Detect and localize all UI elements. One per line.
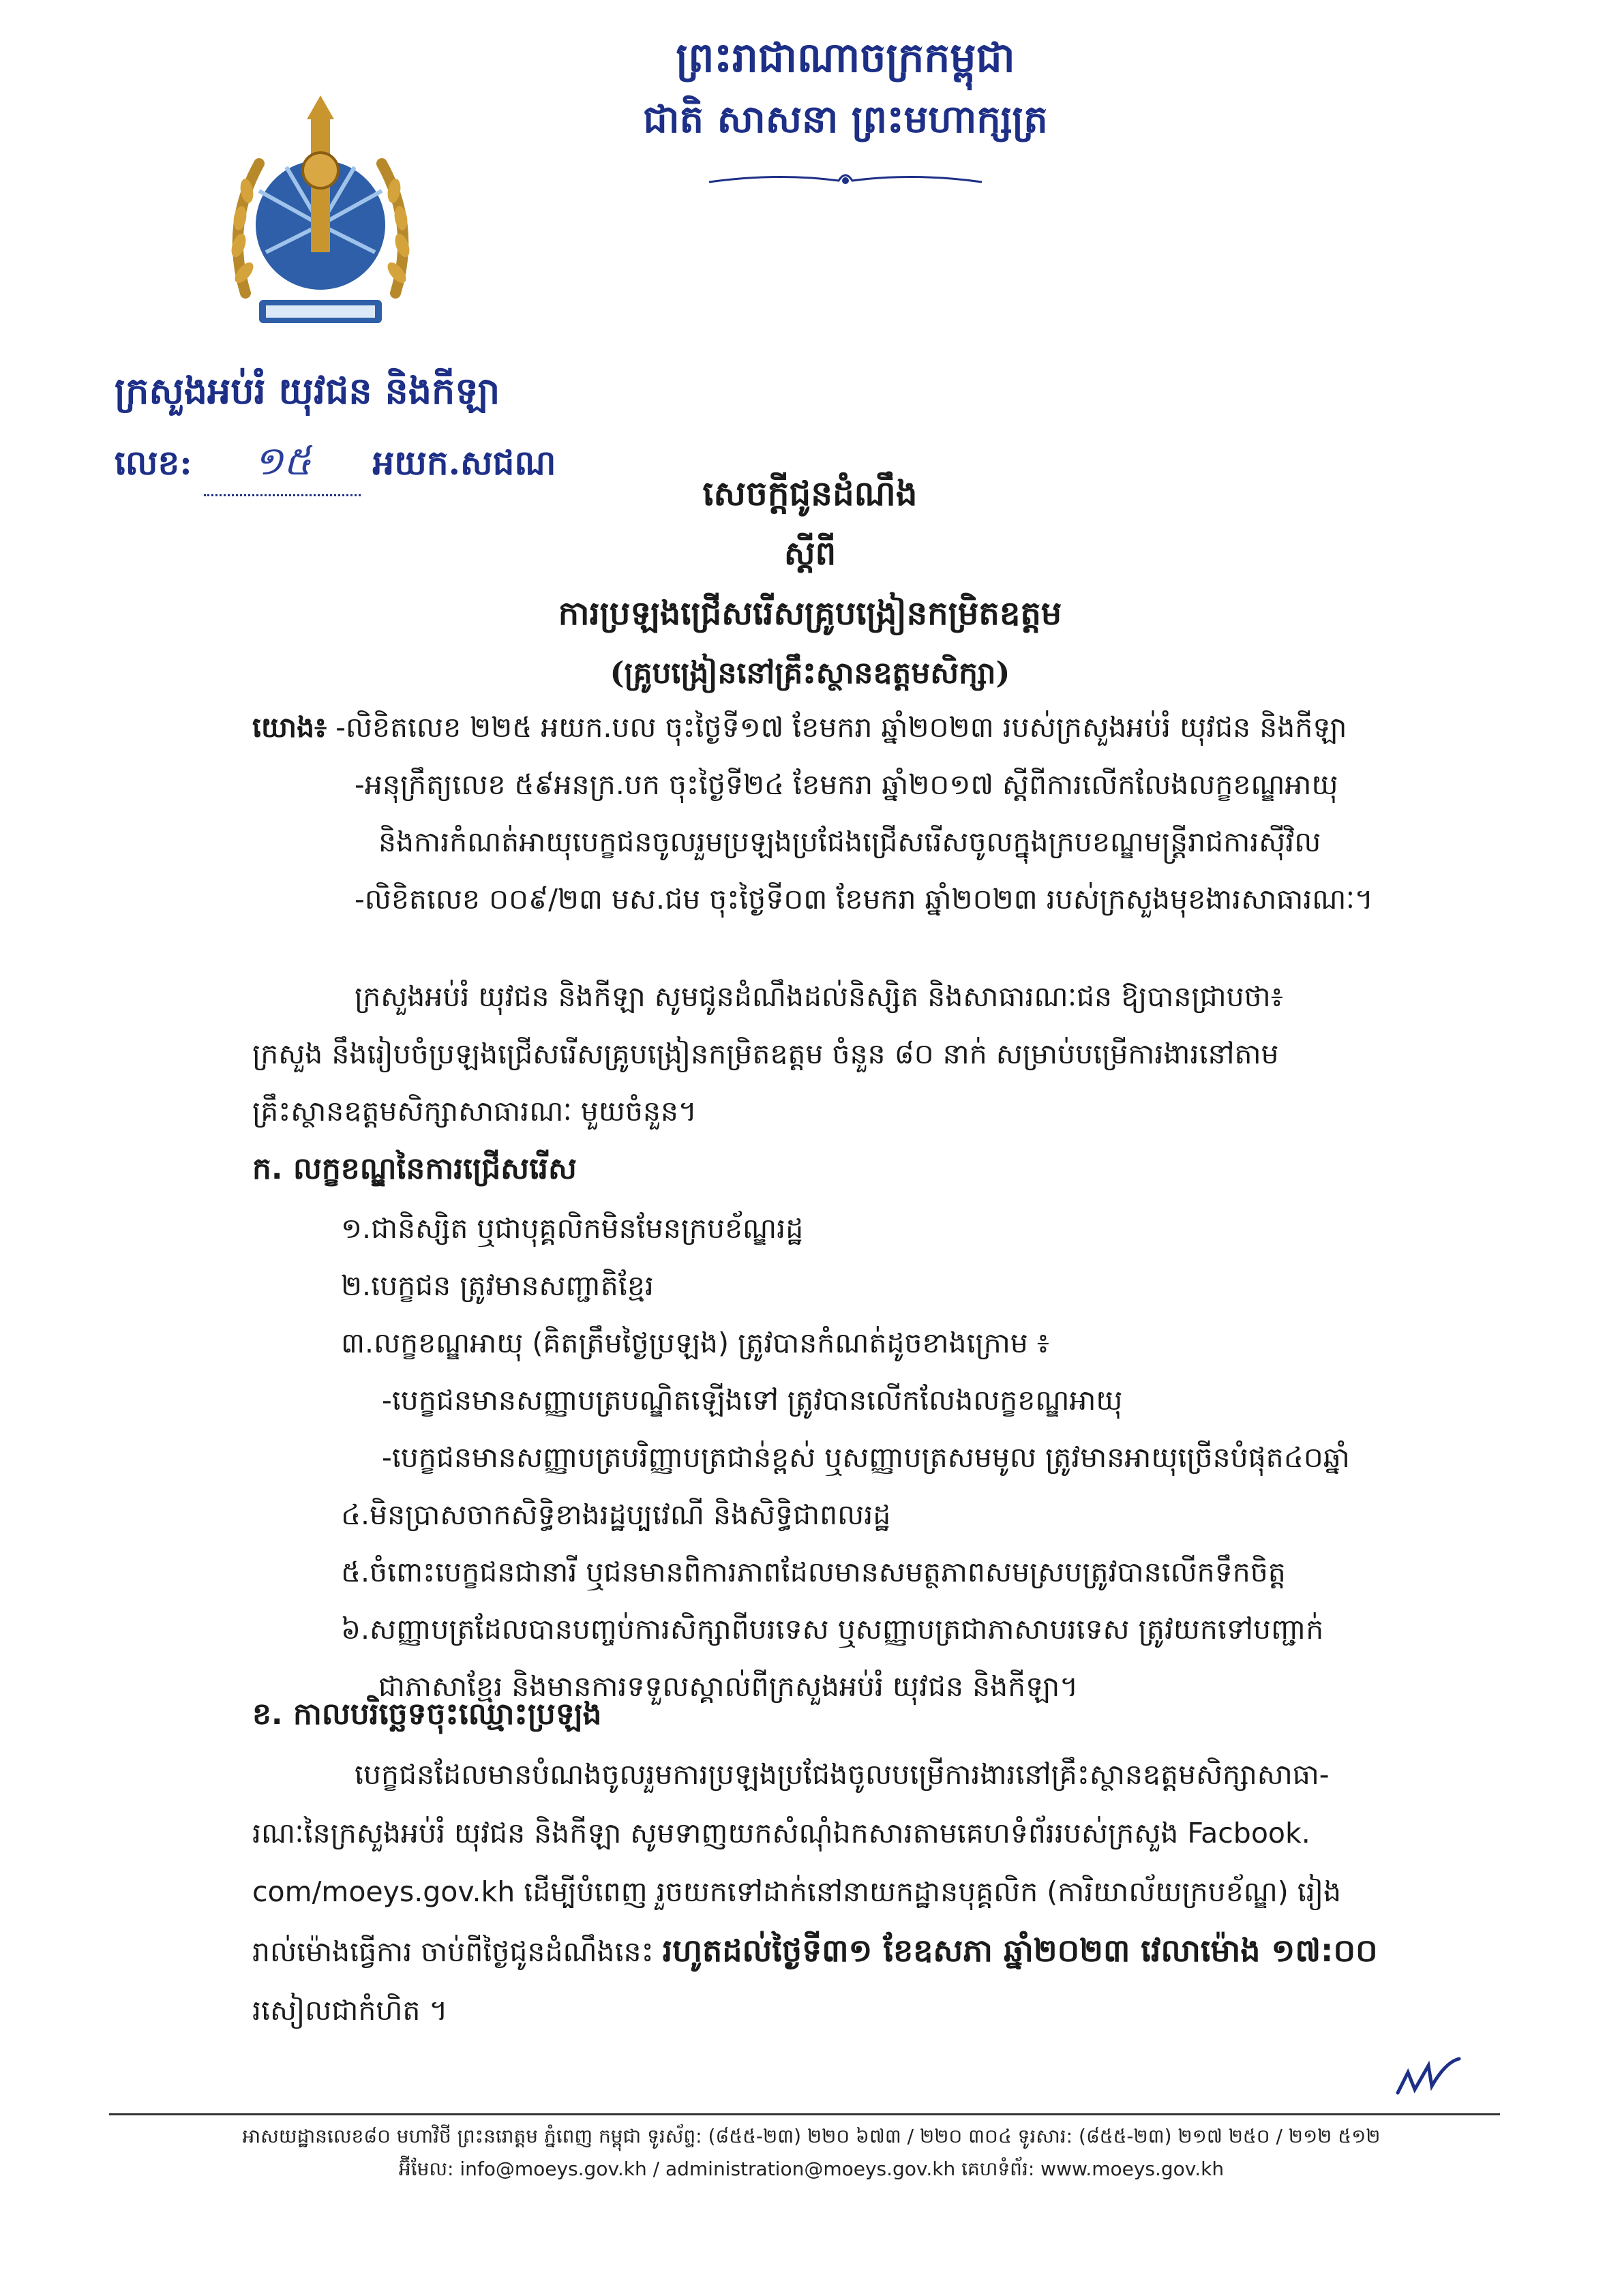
reference-2-cont: និងការកំណត់អាយុបេក្ខជនចូលរួមប្រឡងប្រជែងជ្រើសរើសចូលក្នុងក្របខណ្ឌមន្ត្រីរាជការស៊ីវិល [378, 826, 1321, 858]
section-a-list [341, 1200, 1486, 1715]
national-motto: ជាតិ សាសនា ព្រះមហាក្សត្រ [643, 97, 1048, 142]
section-b-heading: ខ. កាលបរិច្ឆេទចុះឈ្មោះប្រឡង [252, 1697, 602, 1732]
deadline: រហូតដល់ថ្ងៃទី៣១ ខែឧសភា ឆ្នាំ២០២៣ វេលាម៉ោង ១៧:០០ [662, 1932, 1378, 1969]
footer-divider [109, 2113, 1500, 2115]
references-label: យោង៖ [252, 711, 327, 744]
section-a-heading: ក. លក្ខខណ្ឌនៃការជ្រើសរើស [252, 1151, 577, 1186]
footer [136, 2120, 1486, 2186]
list-item: ៦.សញ្ញាបត្រដែលបានបញ្ចប់ការសិក្សាពីបរទេស ឬសញ្ញាបត្រជាភាសាបរទេស ត្រូវយកទៅបញ្ជាក់ [341, 1613, 1324, 1646]
notice-about: ស្តីពី [783, 534, 837, 573]
list-item: ៣.លក្ខខណ្ឌអាយុ (គិតត្រឹមថ្ងៃប្រឡង) ត្រូវបានកំណត់ដូចខាងក្រោម ៖ [341, 1327, 1049, 1359]
list-item: ៤.មិនប្រាសចាកសិទ្ធិខាងរដ្ឋប្បវេណី និងសិទ្ធិជាពលរដ្ឋ [341, 1498, 891, 1531]
footer-address: អាសយដ្ឋានលេខ៨០ មហាវិថី ព្រះនរោត្តម ភ្នំពេញ កម្ពុជា ទូរស័ព្ទ: (៨៥៥-២៣) ២២០ ៦៧៣ / ២២០ ៣០៤ ទូរសារ: (៨៥៥-២៣) ២១៧ ២៥០ / ២១២ ៥១២ [242, 2125, 1381, 2147]
ministry-emblem-icon [218, 89, 423, 348]
number-label: លេខ: [115, 442, 192, 483]
references [252, 699, 1480, 928]
number-suffix: អយក.សជណ [372, 442, 556, 483]
list-item: ២.បេក្ខជន ត្រូវមានសញ្ជាតិខ្មែរ [341, 1269, 654, 1302]
reference-1: យោង៖ -លិខិតលេខ ២២៥ អយក.បល ចុះថ្ងៃទី១៧ ខែមករា ឆ្នាំ២០២៣ របស់ក្រសួងអប់រំ យុវជន និងកីឡា [252, 711, 1347, 744]
section-b-paragraph: បេក្ខជនដែលមានបំណងចូលរួមការប្រឡងប្រជែងចូលបម្រើការងារនៅគ្រឹះស្ថានឧត្តមសិក្សាសាធា- រណៈនៃក្រសួងអប់រំ យុវជន និងកីឡា សូមទាញយកសំណុំឯកសារតាមគេហទំព័ររបស់ក្រសួង Facbook. com/moeys.gov.kh ដើម្បីបំពេញ រួចយកទៅដាក់នៅនាយកដ្ឋានបុគ្គលិក (ការិយាល័យក្របខ័ណ្ឌ) រៀង រាល់ម៉ោងធ្វើការ ចាប់ពីថ្ងៃជូនដំណឹងនេះ រហូតដល់ថ្ងៃទី៣១ ខែឧសភា ឆ្នាំ២០២៣ វេលាម៉ោង ១៧:០០ រសៀលជាកំហិត ។ [252, 1758, 1378, 2027]
list-item: ១.ជានិស្សិត ឬជាបុគ្គលិកមិនមែនក្របខ័ណ្ឌរដ្ឋ [341, 1212, 804, 1245]
list-subitem: -បេក្ខជនមានសញ្ញាបត្របរិញ្ញាបត្រជាន់ខ្ពស់ ឬសញ្ញាបត្រសមមូល ត្រូវមានអាយុច្រើនបំផុត៤០ឆ្នាំ [382, 1441, 1350, 1474]
reference-2: -អនុក្រឹត្យលេខ ៥៩អនក្រ.បក ចុះថ្ងៃទី២៤ ខែមករា ឆ្នាំ២០១៧ ស្តីពីការលើកលែងលក្ខខណ្ឌអាយុ [355, 768, 1338, 801]
list-subitem: -បេក្ខជនមានសញ្ញាបត្របណ្ឌិតឡើងទៅ ត្រូវបានលើកលែងលក្ខខណ្ឌអាយុ [382, 1384, 1123, 1417]
footer-contact: អ៊ីមែល: info@moeys.gov.kh / administration@moeys.gov.kh គេហទំព័រ: www.moeys.gov.kh [398, 2158, 1225, 2180]
notice-subject-note: (គ្រូបង្រៀននៅគ្រឹះស្ថានឧត្តមសិក្សា) [610, 656, 1010, 691]
ornament-divider-icon [702, 167, 989, 194]
kingdom-title: ព្រះរាជាណាចក្រកម្ពុជា [676, 34, 1015, 82]
reference-3: -លិខិតលេខ ០០៩/២៣ មស.ជម ចុះថ្ងៃទី០៣ ខែមករា ឆ្នាំ២០២៣ របស់ក្រសួងមុខងារសាធារណៈ។ [355, 883, 1373, 916]
ministry-name: ក្រសួងអប់រំ យុវជន និងកីឡា [115, 369, 500, 412]
intro-paragraph: ក្រសួងអប់រំ យុវជន និងកីឡា សូមជូនដំណឹងដល់និស្សិត និងសាធារណៈជន ឱ្យបានជ្រាបថា៖ ក្រសួង នឹងរៀបចំប្រឡងជ្រើសរើសគ្រូបង្រៀនកម្រិតឧត្តម ចំនួន ៨០ នាក់ សម្រាប់បម្រើការងារនៅតាម គ្រឹះស្ថានឧត្តមសិក្សាសាធារណៈ មួយចំនួន។ [252, 980, 1283, 1128]
notice-title: សេចក្តីជូនដំណឹង [702, 473, 918, 513]
list-item-cont: ជាភាសាខ្មែរ និងមានការទទួលស្គាល់ពីក្រសួងអប់រំ យុវជន និងកីឡា។ [378, 1670, 1079, 1703]
initials-mark-icon [1391, 2052, 1466, 2106]
letterhead-kingdom [532, 27, 1159, 150]
handwritten-number: ១៥ [253, 438, 312, 484]
list-item: ៥.ចំពោះបេក្ខជនជានារី ឬជនមានពិការភាពដែលមានសមត្ថភាពសមស្របត្រូវបានលើកទឹកចិត្ត [341, 1556, 1286, 1588]
notice-subject: ការប្រឡងជ្រើសរើសគ្រូបង្រៀនកម្រិតឧត្តម [558, 594, 1062, 633]
notice-title-block [273, 464, 1347, 704]
